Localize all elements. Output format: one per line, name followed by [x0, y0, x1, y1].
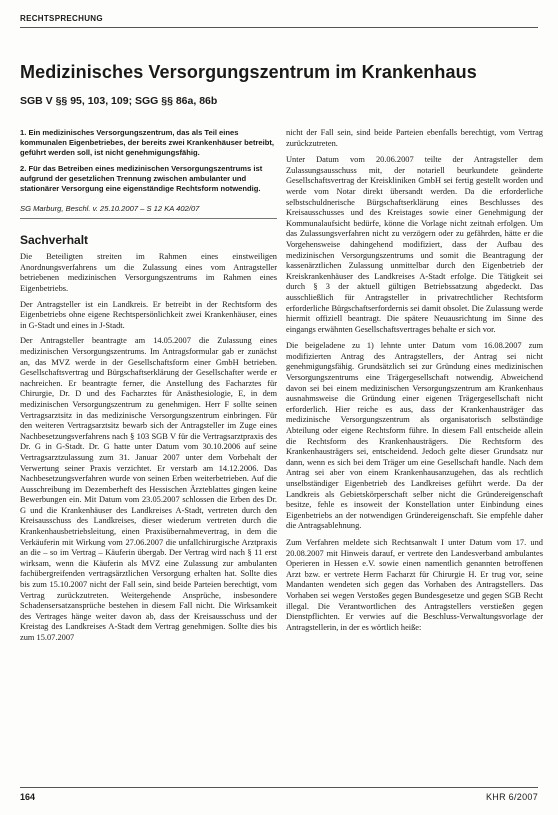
body-paragraph: Zum Verfahren meldete sich Rechtsanwalt I unter Datum vom 17. und 20.08.2007 mit Hinweis darauf, er vertrete den Landesverband ambulantes Operieren in Hessen e.V. sowie einen namentlich genannten betroffenen Arzt bzw. er vertrete Herrn Facharzt für Chirurgie H. Er trug vor, seine Mandanten wendeten sich gegen das Vorhaben des Antragstellers. Das Vorhaben sei wegen Verstoßes gegen Bundesgesetze und gegen SGB Recht illegal. Die Verantwortlichen des Antragstellers verstießen gegen Dienstpflichten. Er verwies auf die Beschluss-Verwaltungsvorlage der Antragstellerin, in der es wörtlich heiße:	[286, 537, 543, 632]
section-label: RECHTSPRECHUNG	[20, 14, 103, 23]
body-paragraph: Unter Datum vom 20.06.2007 teilte der Antragsteller dem Zulassungsausschuss mit, der notariell beurkundete geänderte Gesellschaftsvertrag der Kreiskliniken GmbH sei fertig gestellt worden und werde vom Notar direkt übersandt werden. Da die erforderliche selbstschuldnerische Bürgschaftserklärung eines Beschlusses des Kreisausschusses und des Kreistages sowie einer Genehmigung der Kommunalaufsicht bedürfe, könne die Vorlage nicht zeitnah erfolgen. Um das Zulassungsverfahren nicht zu verzögern oder zu gefährden, hätte er die Vorgehensweise dahingehend modifiziert, dass der Aufbau des medizinischen Versorgungszentrums und somit die Beantragung der kassenärztlichen Zulassung unmittelbar durch den Eigenbetrieb der Kreiskrankenhäuser des Landkreises A-Stadt erfolge. Die Tätigkeit sei durch § 3 der aktuell gültigen Betriebssatzung abgedeckt. Das ausschließlich für Antragsteller in privatrechtlicher Rechtsform erforderliche Bürgschaftserfordernis sei damit obsolet. Die Zulassung werde hiermit offiziell beantragt. Die spätere Neuausrichtung im Sinne des eingangs erwähnten Gesellschaftsvertrages behalte er sich vor.	[286, 155, 543, 334]
body-paragraph: Der Antragsteller beantragte am 14.05.2007 die Zulassung eines medizinischen Versorgungszentrums. Im Antragsformular gab er zunächst an, das MVZ werde in der Gesellschaftsform einer GmbH betrieben. Gesellschaftsvertrag und Bürgschaftserklärung der Gesellschafter werde er nachreichen. Er beantragte ferner, die Anstellung des Facharztes für Chirurgie, Dr. D und des Facharztes für Anästhesiologie, E, in dem medizinischen Versorgungszentrum zu genehmigen. Herr F sollte seinen Vertragsarztsitz in das medizinische Versorgungszentrum einbringen. Für den weiteren Vertragsarztsitz bewarb sich der Antragsteller im Zuge eines Nachbesetzungsverfahrens nach § 103 SGB V für die Vertragsarztpraxis des Dr. G in G-Stadt. Dr. G hatte unter Datum vom 30.10.2006 auf seine Vertragsarztzulassung zum 31. Januar 2007 unter dem Vorbehalt der Verwertung seiner Praxis verzichtet. Er verstarb am 14.12.2006. Das Nachbesetzungsverfahren wurde von seinen Erben weiterbetrieben. Auf die Ausschreibung im Dezemberheft des Hessischen Ärzteblattes gingen keine Bewerbungen ein. Mit Datum vom 23.05.2007 schlossen die Erben des Dr. G und die Krankenhäuser des Landkreises A-Stadt, vertreten durch den Kreisausschuss des Landkreises, dieser wiederum vertreten durch die Krankenhausbetriebsleitung, einen Praxisübernahmevertrag, in dem die Verkäuferin mit Wirkung vom 27.06.2007 die unfallchirurgische Arztpraxis an die – so im Vertrag – Käuferin übergab. Der Vertrag wird nach § 11 erst wirksam, wenn die Käuferin als MVZ eine Zulassung zur ambulanten fachübergreifenden vertragsärztlichen Versorgung erhalten hat. Sollte dies bis zum 15.10.2007 nicht der Fall sein, sind beide Parteien berechtigt, vom Vertrag zurückzutreten. Weitergehende Ansprüche, insbesondere Schadensersatzansprüche bestehen in diesem Fall nicht. Die Wirksamkeit des Vertrages hänge weiter davon ab, dass der Kreisausschuss und der Kreistag des Landkreises A-Stadt dem Vertrag genehmigen. Sollte dies bis zum 15.07.2007	[20, 336, 277, 642]
body-paragraph: nicht der Fall sein, sind beide Parteien ebenfalls berechtigt, vom Vertrag zurückzutreten.	[286, 128, 543, 148]
section-heading: Sachverhalt	[20, 233, 89, 248]
page-number: 164	[20, 792, 36, 802]
article-subtitle: SGB V §§ 95, 103, 109; SGG §§ 86a, 86b	[20, 95, 218, 107]
top-divider	[20, 27, 538, 28]
leitsatz-2: 2. Für das Betreiben eines medizinischen Versorgungszentrums ist aufgrund der gesetzlichen Trennung zwischen ambulanter und stationärer Versorgung eine eigenständige Rechtsform notwendig.	[20, 163, 263, 194]
body-paragraph: Der Antragsteller ist ein Landkreis. Er betreibt in der Rechtsform des Eigenbetriebs ohne eigene Rechtspersönlichkeit zwei Krankenhäuser, eines in G-Stadt und eines in J-Stadt.	[20, 299, 277, 330]
journal-reference: KHR 6/2007	[485, 792, 538, 802]
left-column	[20, 128, 277, 649]
right-column	[286, 128, 543, 639]
bottom-divider	[20, 787, 538, 788]
body-paragraph: Die beigeladene zu 1) lehnte unter Datum vom 16.08.2007 zum modifizierten Antrag des Antragstellers, der Antrag sei nicht genehmigungsfähig. Grundsätzlich sei zur Gründung eines medizinischen Versorgungszentrums eine Trägergesellschaft notwendig. Abweichend davon sei bei einem medizinischen Versorgungszentrum am Krankenhaus ausnahmsweise die Gründung einer eigenen Trägergesellschaft nicht erforderlich. Hier reiche es aus, dass der Krankenhausträger das medizinische Versorgungszentrum als organisatorisch selbständige Abteilung oder eigene Rechtsform führe. In diesem Fall entscheide allein die Rechtsform des Krankenhausträgers. Die Rechtsform des Krankenhausträgers sei, entscheidend. Jedoch gelte dieser Grundsatz nur dann, wenn es sich bei dem Träger um eine Gesellschaft handle. Nach dem Antrag sei aber von einem Krankenhausanzugehen, das als rechtlich unselbständiger Eigenbetrieb des Landkreises geführt werde. Da der Landkreis als Gebietskörperschaft selber nicht die Gründereigenschaft besitze, fehle es insoweit der Konstellation unter Einbindung eines Eigenbetriebs an der notwendigen Gründereigenschaft. Sie empfehle daher die Antragsablehnung.	[286, 341, 543, 531]
article-title: Medizinisches Versorgungszentrum im Krankenhaus	[20, 62, 477, 82]
body-paragraph: Die Beteiligten streiten im Rahmen eines einstweiligen Anordnungsverfahrens um die Zulassung eines vom Antragsteller betriebenen medizinischen Versorgungszentrums im Rahmen eines Eigenbetriebs.	[20, 252, 277, 293]
leitsatz-1: 1. Ein medizinisches Versorgungszentrum, das als Teil eines kommunalen Eigenbetriebes, der bereits zwei Krankenhäuser betreibt, geführt werden soll, ist nicht genehmigungsfähig.	[20, 128, 275, 158]
decision-citation: SG Marburg, Beschl. v. 25.10.2007 – S 12 KA 402/07	[20, 204, 277, 219]
